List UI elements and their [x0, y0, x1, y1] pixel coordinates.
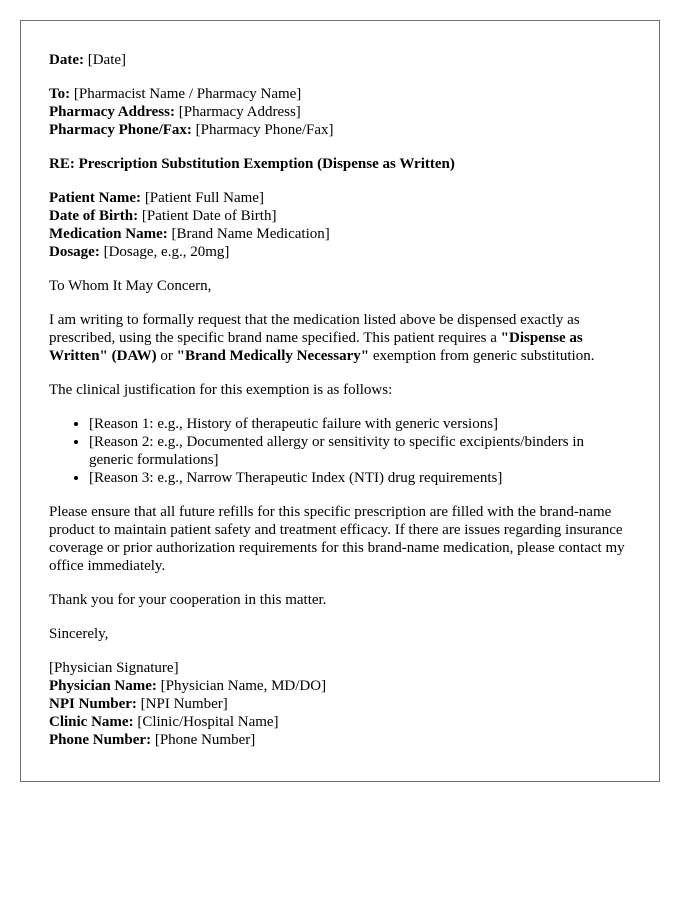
- dosage-label: Dosage:: [49, 244, 100, 260]
- patient-block: [49, 189, 631, 261]
- signature-block: [49, 659, 631, 749]
- to-label: To:: [49, 86, 71, 102]
- clinic-label: Clinic Name:: [49, 714, 134, 730]
- pharmacy-phone-label: Pharmacy Phone/Fax:: [49, 122, 192, 138]
- intro-paragraph: [49, 311, 631, 365]
- patient-name-label: Patient Name:: [49, 190, 142, 206]
- reasons-list: [49, 415, 631, 487]
- date-label: Date:: [49, 52, 84, 68]
- pharmacy-phone-line: [49, 121, 631, 139]
- intro-text-1: I am writing to formally request that the medication listed above be dispensed exactly as prescribed, using the specific brand name specified. This patient requires a: [49, 312, 580, 346]
- medication-line: [49, 225, 631, 243]
- to-value: [Pharmacist Name / Pharmacy Name]: [73, 86, 302, 102]
- npi-line: [49, 695, 631, 713]
- refill-paragraph: Please ensure that all future refills for this specific prescription are filled with the brand-name product to maintain patient safety and treatment efficacy. If there are issues regarding insurance coverage or prior authorization requirements for this brand-name medication, please contact my office immediately.: [49, 504, 625, 574]
- justification-intro: The clinical justification for this exemption is as follows:: [49, 382, 393, 398]
- physician-name-label: Physician Name:: [49, 678, 157, 694]
- npi-label: NPI Number:: [49, 696, 137, 712]
- intro-brand-necessary-bold: "Brand Medically Necessary": [176, 348, 370, 364]
- patient-name-line: [49, 189, 631, 207]
- pharmacy-phone-value: [Pharmacy Phone/Fax]: [195, 122, 334, 138]
- npi-value: [NPI Number]: [140, 696, 228, 712]
- medication-value: [Brand Name Medication]: [171, 226, 330, 242]
- date-line: [49, 51, 631, 69]
- closing-line: Sincerely,: [49, 626, 109, 642]
- intro-text-2: or: [156, 348, 177, 364]
- intro-daw-bold: "Dispense as Written" (DAW): [49, 330, 583, 364]
- list-item: • [Reason 2: e.g., Documented allergy or sensitivity to specific excipients/binders in generic formulations]: [89, 433, 631, 469]
- patient-dob-value: [Patient Date of Birth]: [141, 208, 277, 224]
- list-item: • [Reason 3: e.g., Narrow Therapeutic Index (NTI) drug requirements]: [89, 469, 631, 487]
- signature-line: [Physician Signature]: [49, 660, 179, 676]
- clinic-value: [Clinic/Hospital Name]: [137, 714, 279, 730]
- pharmacy-address-line: [49, 103, 631, 121]
- medication-label: Medication Name:: [49, 226, 168, 242]
- pharmacy-address-label: Pharmacy Address:: [49, 104, 175, 120]
- subject-text: RE: Prescription Substitution Exemption (Dispense as Written): [49, 156, 455, 172]
- recipient-block: [49, 85, 631, 139]
- letter-page: [20, 20, 660, 782]
- salutation: To Whom It May Concern,: [49, 278, 212, 294]
- thanks-line: Thank you for your cooperation in this matter.: [49, 592, 327, 608]
- list-item: • [Reason 1: e.g., History of therapeutic failure with generic versions]: [89, 415, 631, 433]
- dosage-line: [49, 243, 631, 261]
- phone-label: Phone Number:: [49, 732, 152, 748]
- physician-name-line: [49, 677, 631, 695]
- dosage-value: [Dosage, e.g., 20mg]: [103, 244, 230, 260]
- clinic-line: [49, 713, 631, 731]
- patient-name-value: [Patient Full Name]: [144, 190, 264, 206]
- physician-name-value: [Physician Name, MD/DO]: [160, 678, 327, 694]
- pharmacy-address-value: [Pharmacy Address]: [178, 104, 301, 120]
- intro-text-3: exemption from generic substitution.: [369, 348, 595, 364]
- patient-dob-label: Date of Birth:: [49, 208, 139, 224]
- subject-line: [49, 155, 631, 173]
- date-value: [Date]: [87, 52, 127, 68]
- patient-dob-line: [49, 207, 631, 225]
- to-line: [49, 85, 631, 103]
- phone-value: [Phone Number]: [154, 732, 256, 748]
- phone-line: [49, 731, 631, 749]
